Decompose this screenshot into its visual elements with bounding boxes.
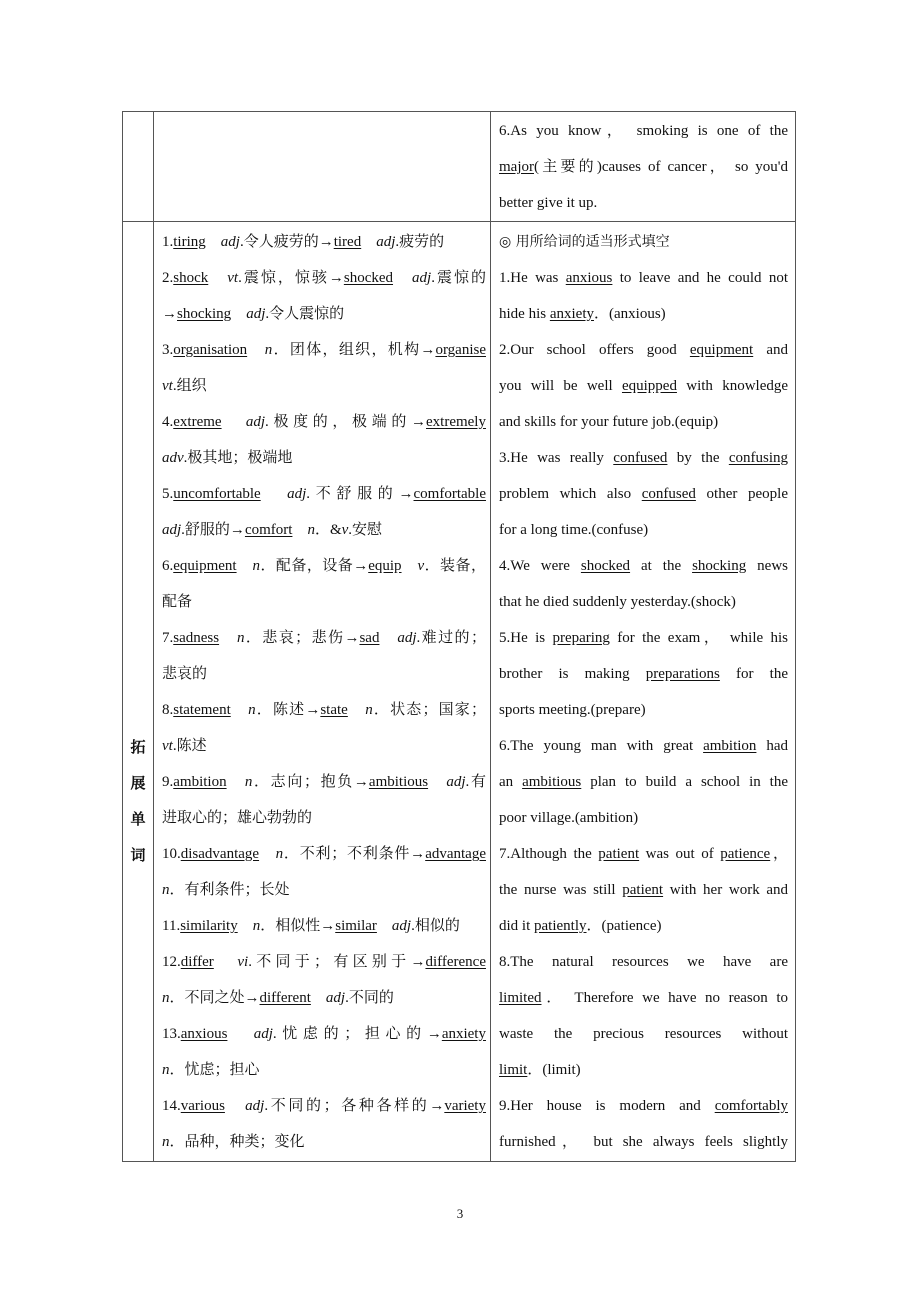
answer-word: disadvantage <box>180 846 260 862</box>
text: ．品种，种类；变化 <box>169 1134 305 1150</box>
text-line <box>499 149 788 185</box>
answer-word: preparing <box>552 630 610 646</box>
text-line <box>162 368 486 404</box>
text-line <box>162 296 486 332</box>
text-line <box>162 548 486 584</box>
text <box>379 630 397 646</box>
text: .相似的 <box>411 918 460 934</box>
answer-word: extremely <box>426 414 486 430</box>
answer-word: anxious <box>180 1026 228 1042</box>
part-of-speech: adj <box>220 234 240 250</box>
text: .极其地；极端地 <box>183 450 293 466</box>
text: 7.Although the <box>499 846 599 862</box>
text-line <box>162 980 486 1016</box>
text: did it <box>499 918 535 934</box>
text: ．装备， <box>424 558 486 574</box>
part-of-speech: n <box>365 702 373 718</box>
text: 9.Her house is modern and <box>499 1098 715 1114</box>
text: brother is making <box>499 666 646 682</box>
words-cell <box>154 222 491 1162</box>
list-item <box>162 620 486 692</box>
text: ．悲哀；悲伤→ <box>244 630 360 646</box>
text: an <box>499 774 523 790</box>
text-line <box>162 620 486 656</box>
answer-word: preparations <box>645 666 720 682</box>
text <box>231 702 248 718</box>
text-line <box>162 656 486 692</box>
answer-word: equipped <box>621 378 677 394</box>
vocabulary-table <box>122 111 796 1162</box>
text-line <box>499 1052 788 1088</box>
text: (主要的)causes of cancer， so you'd <box>534 159 788 175</box>
section-label-char: 单 <box>130 810 146 828</box>
text: for the <box>719 666 788 682</box>
answer-word: different <box>259 990 311 1006</box>
text <box>361 234 376 250</box>
text: ．相似性→ <box>260 918 336 934</box>
text: 1.He was <box>499 270 566 286</box>
text: 2. <box>162 270 174 286</box>
text: hide his <box>499 306 550 322</box>
text-line <box>499 113 788 149</box>
text-line <box>499 620 788 656</box>
text: .令人疲劳的→ <box>239 234 334 250</box>
section-label <box>123 222 153 1161</box>
answer-word: similarity <box>180 918 238 934</box>
list-item <box>162 692 486 764</box>
answer-word: tired <box>333 234 362 250</box>
part-of-speech: n <box>275 846 284 862</box>
text: ．(anxious) <box>594 306 666 322</box>
text: by the <box>667 450 729 466</box>
answer-word: advantage <box>425 846 486 862</box>
text: 4.We were <box>499 558 581 574</box>
text: was out of <box>639 846 721 862</box>
answer-word: various <box>180 1098 225 1114</box>
answer-word: major <box>499 159 534 175</box>
text <box>377 918 392 934</box>
text-line <box>499 800 788 836</box>
text: with her work and <box>663 882 789 898</box>
list-item <box>162 404 486 476</box>
text: .震惊的 <box>431 270 486 286</box>
part-of-speech: n <box>307 522 315 538</box>
text: at the <box>630 558 693 574</box>
answer-word: shocked <box>343 270 394 286</box>
part-of-speech: v <box>341 522 349 538</box>
part-of-speech: v <box>417 558 425 574</box>
text: with knowledge <box>676 378 789 394</box>
text-line <box>162 764 486 800</box>
text: .安慰 <box>348 522 383 538</box>
text-line <box>162 584 486 620</box>
list-item <box>499 1088 788 1160</box>
text-line <box>499 1088 788 1124</box>
part-of-speech: vt <box>162 738 173 754</box>
text <box>402 558 418 574</box>
section-label-char: 词 <box>130 846 146 864</box>
text <box>311 990 326 1006</box>
answer-word: statement <box>173 702 231 718</box>
answer-word: tiring <box>173 234 206 250</box>
answer-word: difference <box>425 954 486 970</box>
page-number: 3 <box>456 1206 464 1221</box>
text-line <box>499 728 788 764</box>
part-of-speech: n <box>162 882 170 898</box>
table-row <box>123 222 796 1162</box>
section-label-char: 拓 <box>130 738 146 756</box>
answer-word: extreme <box>173 414 222 430</box>
text: 14. <box>162 1098 181 1114</box>
answer-word: similar <box>335 918 377 934</box>
text: 13. <box>162 1026 181 1042</box>
answer-word: ambition <box>173 774 227 790</box>
section-label-char: 展 <box>130 774 146 792</box>
text-line <box>499 944 788 980</box>
answer-word: equip <box>368 558 402 574</box>
text: ．志向；抱负→ <box>252 774 369 790</box>
text <box>259 846 276 862</box>
text: .不舒服的→ <box>306 486 414 502</box>
text-line <box>499 1016 788 1052</box>
text: .极度的，极端的→ <box>265 414 426 430</box>
text: .陈述 <box>172 738 207 754</box>
part-of-speech: adj <box>246 306 266 322</box>
answer-word: organisation <box>173 342 248 358</box>
text: and skills for your future job.(equip) <box>499 414 719 430</box>
text-line <box>162 1088 486 1124</box>
text <box>208 270 227 286</box>
text <box>227 774 245 790</box>
text <box>348 702 365 718</box>
text-line <box>162 944 486 980</box>
list-item <box>499 548 788 620</box>
answer-word: comfortably <box>714 1098 788 1114</box>
part-of-speech: adv <box>162 450 184 466</box>
list-item <box>162 1016 486 1088</box>
text <box>206 234 221 250</box>
text-line <box>499 764 788 800</box>
answer-word: anxious <box>565 270 613 286</box>
text: news <box>746 558 789 574</box>
answer-word: equipment <box>173 558 237 574</box>
label-cell <box>123 222 154 1162</box>
text-line <box>162 836 486 872</box>
list-item <box>162 224 486 260</box>
text-line <box>499 332 788 368</box>
text-line <box>499 296 788 332</box>
text: 3.He was really <box>499 450 614 466</box>
text: ．有利条件；长处 <box>169 882 290 898</box>
answer-word: ambitious <box>368 774 429 790</box>
text-line <box>162 1124 486 1160</box>
answer-word: anxiety <box>441 1026 486 1042</box>
text: ．& <box>314 522 342 538</box>
text: the nurse was still <box>499 882 623 898</box>
text: .组织 <box>172 378 207 394</box>
text-line <box>499 548 788 584</box>
part-of-speech: n <box>162 1134 170 1150</box>
text <box>231 306 246 322</box>
text: that he died suddenly yesterday.(shock) <box>499 594 736 610</box>
list-item <box>162 260 486 332</box>
text-line <box>162 692 486 728</box>
text: 6. <box>162 558 174 574</box>
list-item <box>162 944 486 1016</box>
text <box>428 774 446 790</box>
text: 6.The young man with great <box>499 738 704 754</box>
list-item <box>499 332 788 440</box>
label-cell <box>123 112 154 222</box>
part-of-speech: adj <box>397 630 417 646</box>
list-item <box>499 620 788 728</box>
text-line <box>162 404 486 440</box>
text: 4. <box>162 414 174 430</box>
text-line <box>499 440 788 476</box>
text: had <box>756 738 788 754</box>
text-line <box>499 872 788 908</box>
text <box>261 486 287 502</box>
text-line <box>499 908 788 944</box>
answer-word: shocking <box>692 558 747 574</box>
list-item <box>162 332 486 404</box>
part-of-speech: adj <box>325 990 346 1006</box>
answer-word: limit <box>499 1062 528 1078</box>
answer-word: anxiety <box>549 306 594 322</box>
text <box>227 1026 253 1042</box>
part-of-speech: adj <box>412 270 432 286</box>
answer-word: organise <box>435 342 486 358</box>
exercise-cell <box>491 222 796 1162</box>
text: → <box>162 306 177 322</box>
text-line <box>499 260 788 296</box>
text-line <box>162 728 486 764</box>
text-line <box>162 332 486 368</box>
text-line <box>499 1124 788 1160</box>
answer-word: confused <box>641 486 696 502</box>
answer-word: patient <box>622 882 664 898</box>
answer-word: shock <box>173 270 209 286</box>
exercise-cell <box>491 112 796 222</box>
text: furnished， but she always feels slightly <box>499 1134 788 1150</box>
text: .不同于；有区别于→ <box>248 954 426 970</box>
text-line <box>162 260 486 296</box>
part-of-speech: n <box>162 1062 170 1078</box>
text: sports meeting.(prepare) <box>499 702 646 718</box>
part-of-speech: n <box>264 342 273 358</box>
text: ．陈述→ <box>255 702 321 718</box>
part-of-speech: adj <box>245 1098 265 1114</box>
text: ．忧虑；担心 <box>169 1062 260 1078</box>
answer-word: equipment <box>689 342 754 358</box>
answer-word: confused <box>613 450 668 466</box>
part-of-speech: adj <box>287 486 307 502</box>
text <box>225 1098 245 1114</box>
text: 配备 <box>162 594 193 610</box>
text: 8. <box>162 702 174 718</box>
text <box>219 630 237 646</box>
text: for a long time.(confuse) <box>499 522 649 538</box>
answer-word: sadness <box>173 630 220 646</box>
text: ， <box>770 846 788 862</box>
text: 9. <box>162 774 174 790</box>
text: ．(patience) <box>586 918 662 934</box>
text-line <box>162 908 486 944</box>
text: to leave and he could not <box>612 270 788 286</box>
part-of-speech: n <box>162 990 170 1006</box>
text: waste the precious resources without <box>499 1026 788 1042</box>
text: .不同的 <box>345 990 394 1006</box>
text: 悲哀的 <box>162 666 208 682</box>
text: ．不同之处→ <box>169 990 260 1006</box>
text: ．状态；国家； <box>372 702 486 718</box>
part-of-speech: n <box>252 918 261 934</box>
answer-word: patient <box>598 846 640 862</box>
text-line <box>499 185 788 221</box>
text <box>237 558 253 574</box>
list-item <box>162 908 486 944</box>
part-of-speech: vi <box>237 954 249 970</box>
answer-word: comfortable <box>413 486 486 502</box>
text-line <box>499 656 788 692</box>
text-line <box>499 368 788 404</box>
part-of-speech: adj <box>446 774 466 790</box>
text-line <box>499 980 788 1016</box>
text: .难过的； <box>416 630 486 646</box>
text: 1. <box>162 234 174 250</box>
part-of-speech: adj <box>391 918 412 934</box>
part-of-speech: vt <box>162 378 173 394</box>
text: .有 <box>465 774 486 790</box>
list-item <box>499 260 788 332</box>
list-item <box>499 440 788 548</box>
text-line <box>499 512 788 548</box>
text-line <box>162 872 486 908</box>
text: .舒服的→ <box>181 522 245 538</box>
text: 10. <box>162 846 181 862</box>
answer-word: shocking <box>177 306 232 322</box>
text: 进取心的；雄心勃勃的 <box>162 810 313 826</box>
part-of-speech: vt <box>227 270 239 286</box>
part-of-speech: n <box>244 774 253 790</box>
answer-word: confusing <box>728 450 788 466</box>
part-of-speech: n <box>248 702 256 718</box>
text: other people <box>695 486 788 502</box>
text: 8.The natural resources we have are <box>499 954 788 970</box>
list-item <box>499 836 788 944</box>
text: 7. <box>162 630 174 646</box>
text: ．团体，组织，机构→ <box>272 342 436 358</box>
part-of-speech: adj <box>376 234 396 250</box>
text-line <box>162 224 486 260</box>
text: better give it up. <box>499 195 598 211</box>
answer-word: differ <box>180 954 214 970</box>
list-item <box>499 113 788 221</box>
words-cell <box>154 112 491 222</box>
list-item <box>162 476 486 548</box>
text: .忧虑的；担心的→ <box>272 1026 442 1042</box>
text: ．配备，设备→ <box>260 558 369 574</box>
text: and <box>753 342 788 358</box>
text-line <box>162 440 486 476</box>
text: plan to build a school in the <box>581 774 788 790</box>
text: 3. <box>162 342 174 358</box>
text: 11. <box>162 918 181 934</box>
text: problem which also <box>499 486 642 502</box>
answer-word: shocked <box>580 558 631 574</box>
text: .疲劳的 <box>395 234 445 250</box>
part-of-speech: adj <box>162 522 182 538</box>
text-line <box>499 476 788 512</box>
text-line <box>499 404 788 440</box>
answer-word: limited <box>499 990 542 1006</box>
text-line <box>162 800 486 836</box>
answer-word: ambition <box>703 738 757 754</box>
text-line <box>499 836 788 872</box>
text: .令人震惊的 <box>265 306 345 322</box>
text: for the exam， while his <box>609 630 788 646</box>
answer-word: ambitious <box>522 774 582 790</box>
table-row <box>123 112 796 222</box>
text: 2.Our school offers good <box>499 342 690 358</box>
list-item <box>162 548 486 620</box>
list-item <box>499 728 788 836</box>
answer-word: uncomfortable <box>173 486 261 502</box>
answer-word: patience <box>720 846 771 862</box>
text: .震惊，惊骇→ <box>238 270 344 286</box>
list-item <box>162 836 486 908</box>
text <box>222 414 246 430</box>
text <box>393 270 412 286</box>
text <box>238 918 253 934</box>
text: 5.He is <box>499 630 553 646</box>
text-line <box>162 512 486 548</box>
text: 6.As you know， smoking is one of the <box>499 123 788 139</box>
text: .不同的；各种各样的→ <box>264 1098 445 1114</box>
text-line <box>499 692 788 728</box>
text <box>292 522 307 538</box>
part-of-speech: adj <box>253 1026 273 1042</box>
text: 5. <box>162 486 174 502</box>
answer-word: sad <box>359 630 380 646</box>
part-of-speech: n <box>252 558 260 574</box>
text: ．不利；不利条件→ <box>283 846 426 862</box>
answer-word: comfort <box>244 522 293 538</box>
text <box>214 954 238 970</box>
text-line <box>162 476 486 512</box>
text <box>247 342 265 358</box>
text: 12. <box>162 954 181 970</box>
text: ． Therefore we have no reason to <box>541 990 788 1006</box>
exercise-heading: ◎ 用所给词的适当形式填空 <box>499 234 670 250</box>
answer-word: patiently <box>534 918 587 934</box>
list-item <box>499 944 788 1088</box>
text-line <box>162 1052 486 1088</box>
part-of-speech: adj <box>245 414 266 430</box>
text: poor village.(ambition) <box>499 810 639 826</box>
part-of-speech: n <box>236 630 245 646</box>
text: you will be well <box>499 378 622 394</box>
list-item <box>162 764 486 836</box>
answer-word: state <box>320 702 348 718</box>
text: ．(limit) <box>527 1062 581 1078</box>
list-item <box>162 1088 486 1160</box>
answer-word: variety <box>444 1098 486 1114</box>
text-line <box>499 584 788 620</box>
text-line <box>162 1016 486 1052</box>
